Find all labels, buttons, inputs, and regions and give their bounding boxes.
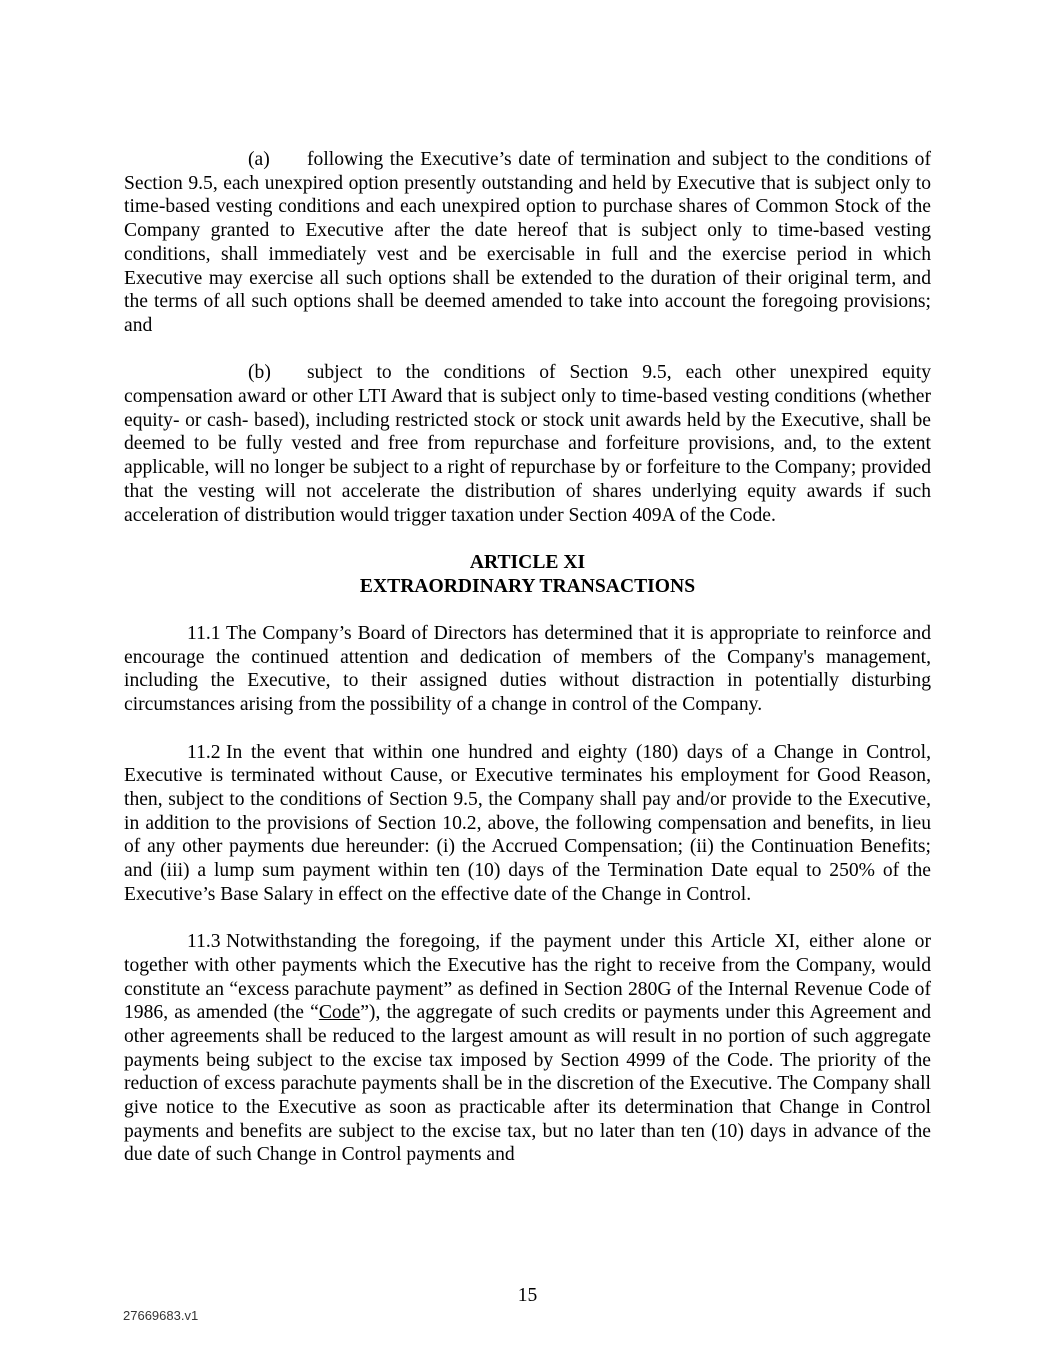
section-11-3-paragraph [124,930,931,1167]
clause-a-label: (a) [248,149,270,170]
clause-a-paragraph [124,148,931,338]
article-title: EXTRAORDINARY TRANSACTIONS [359,575,696,597]
article-heading [124,551,931,598]
clause-a-text: following the Executive’s date of termination and subject to the conditions of Section 9.5, each unexpired option presently outstanding and held by Executive that is subject only to time-based vesting conditions and each unexpired option to purchase shares of Common Stock of the Company granted to Executive after the date hereof that is subject only to time-based vesting conditions, shall immediately vest and be exercisable in full and the exercise period in which Executive may exercise all such options shall be extended to the duration of their original term, and the terms of all such options shall be deemed amended to take into account the foregoing provisions; and [124,149,931,336]
clause-b-paragraph [124,361,931,527]
section-11-1-paragraph [124,622,931,717]
section-11-2-number: 11.2 [187,741,221,763]
section-11-2-paragraph [124,741,931,907]
section-11-2-text: In the event that within one hundred and eighty (180) days of a Change in Control, Executive is terminated without Cause, or Executive terminates his employment for Good Reason, then, subject to the conditions of Section 9.5, the Company shall pay and/or provide to the Executive, in addition to the provisions of Section 10.2, above, the following compensation and benefits, in lieu of any other payments due hereunder: (i) the Accrued Compensation; (ii) the Continuation Benefits; and (iii) a lump sum payment within ten (10) days of the Termination Date equal to 250% of the Executive’s Base Salary in effect on the effective date of the Change in Control. [124,741,931,905]
clause-b-text: subject to the conditions of Section 9.5, each other unexpired equity compensation award or other LTI Award that is subject only to time-based vesting conditions (whether equity- or cash- based), including restricted stock or stock unit awards held by the Executive, shall be deemed to be fully vested and free from repurchase and forfeiture provisions, and, to the extent applicable, will no longer be subject to a right of repurchase by or forfeiture to the Company; provided that the vesting will not accelerate the distribution of shares underlying equity awards if such acceleration of distribution would trigger taxation under Section 409A of the Code. [124,362,931,526]
section-11-1-text: The Company’s Board of Directors has determined that it is appropriate to reinforce and encourage the continued attention and dedication of members of the Company's management, including the Executive, to their assigned duties without distraction in potentially disturbing circumstances arising from the possibility of a change in control of the Company. [124,623,931,716]
section-11-3-text-before: Notwithstanding the foregoing, if the payment under this Article XI, either alone or together with other payments which the Executive has the right to receive from the Company, would constitute an “excess parachute payment” as defined in Section 280G of the Internal Revenue Code of 1986, as amended (the “ [124,931,931,1024]
section-11-3-number: 11.3 [187,931,221,953]
document-id: 27669683.v1 [123,1308,199,1323]
document-body [124,148,931,1191]
section-11-1-number: 11.1 [187,623,221,645]
article-number: ARTICLE XI [469,551,586,573]
code-defined-term: Code [318,1002,361,1024]
page-number: 15 [517,1285,538,1306]
clause-b-label: (b) [248,362,271,384]
section-11-3-text-after: ”), the aggregate of such credits or payments under this Agreement and other agreements shall be reduced to the largest amount as will result in no portion of such aggregate payments being subject to the excise tax imposed by Section 4999 of the Code. The priority of the reduction of excess parachute payments shall be in the discretion of the Executive. The Company shall give notice to the Executive as soon as practicable after its determination that Change in Control payments and benefits are subject to the excise tax, but no later than ten (10) days in advance of the due date of such Change in Control payments and [124,1002,932,1166]
